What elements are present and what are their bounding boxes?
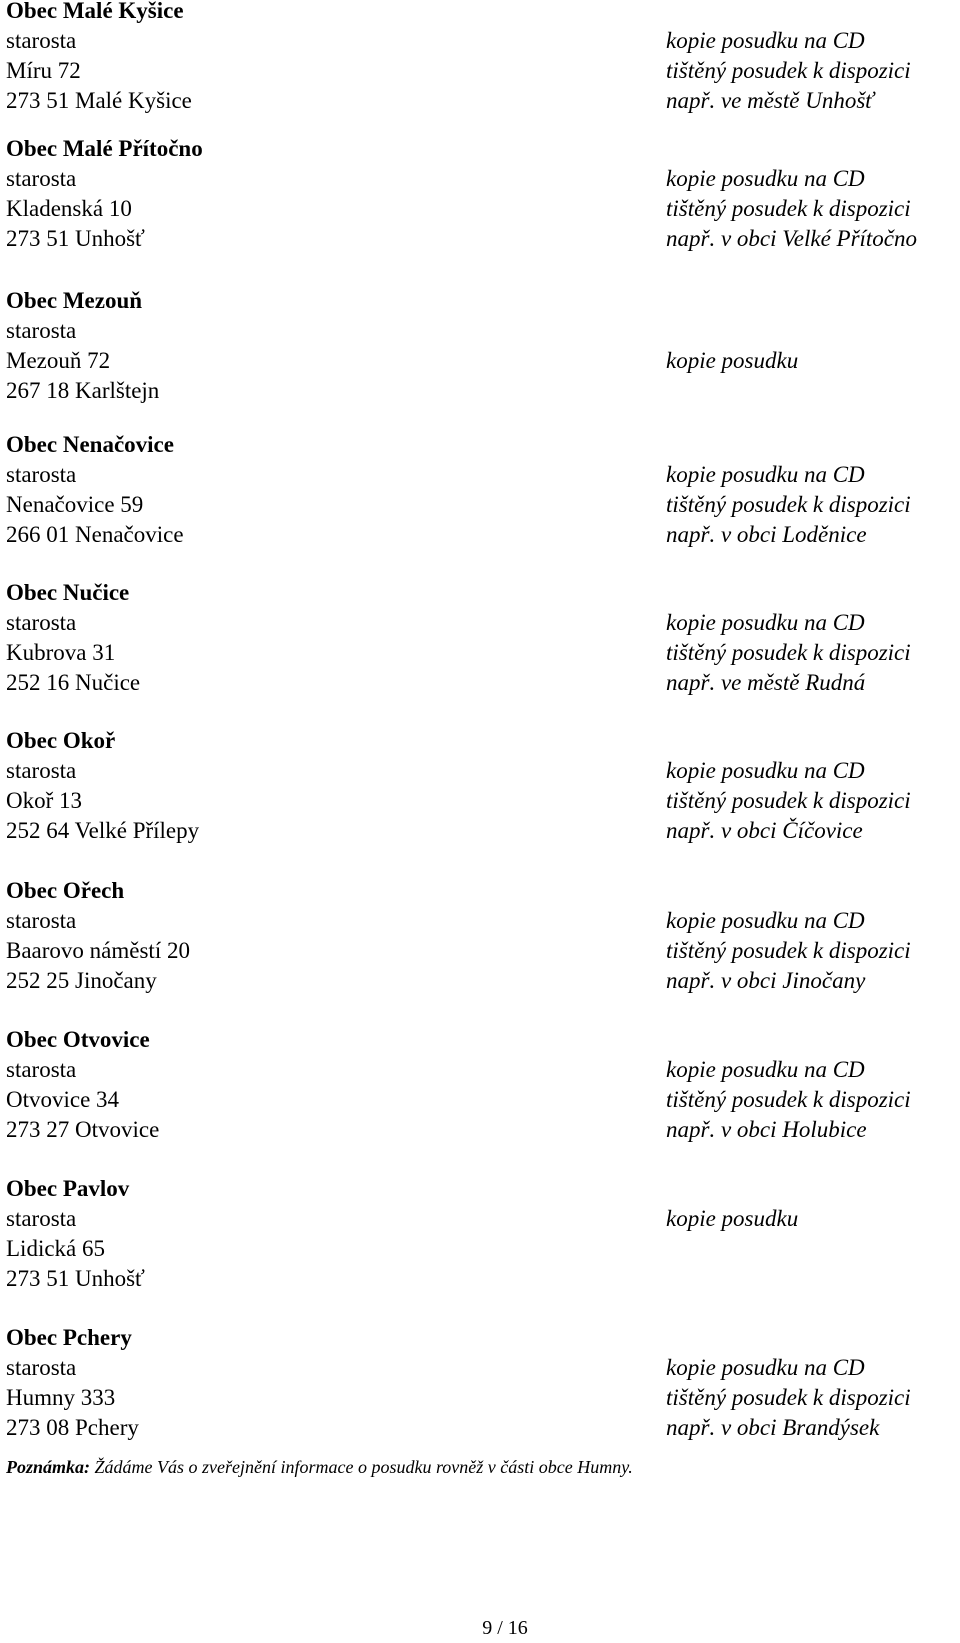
municipality-name: Obec Pchery [6,1325,132,1350]
entry-nenacovice [6,430,946,554]
address-block [6,726,606,846]
note-line: tištěný posudek k dispozici [666,788,911,813]
note-line: např. v obci Holubice [666,1117,867,1142]
street-address: Otvovice 34 [6,1087,120,1112]
note-line [666,316,956,346]
street-address: Nenačovice 59 [6,492,144,517]
note-line: tištěný posudek k dispozici [666,196,911,221]
addressee-role: starosta [6,166,77,191]
street-address: Kubrova 31 [6,640,116,665]
delivery-notes [666,756,956,846]
note-line: tištěný posudek k dispozici [666,640,911,665]
entry-pavlov [6,1174,946,1298]
municipality-name: Obec Nenačovice [6,432,174,457]
note-line [666,1264,956,1294]
note-line: např. v obci Jinočany [666,968,866,993]
note-line: kopie posudku [666,1206,799,1231]
postal-city: 252 16 Nučice [6,670,141,695]
street-address: Míru 72 [6,58,81,83]
note-line: tištěný posudek k dispozici [666,1087,911,1112]
note-line: kopie posudku na CD [666,462,865,487]
address-block [6,1025,606,1145]
street-address: Baarovo náměstí 20 [6,938,190,963]
note-line: např. ve městě Unhošť [666,88,874,113]
remark-label: Poznámka: [6,1457,91,1477]
note-line: např. v obci Brandýsek [666,1415,880,1440]
note-line: např. v obci Loděnice [666,522,867,547]
address-block [6,876,606,996]
note-line [666,376,956,406]
postal-city: 273 27 Otvovice [6,1117,160,1142]
note-line: např. v obci Číčovice [666,818,863,843]
entry-male-pritocno [6,134,946,258]
note-line: kopie posudku na CD [666,166,865,191]
addressee-role: starosta [6,908,77,933]
entry-nucice [6,578,946,702]
postal-city: 252 25 Jinočany [6,968,157,993]
municipality-name: Obec Okoř [6,728,116,753]
entry-male-kysice [6,0,946,120]
note-line: tištěný posudek k dispozici [666,938,911,963]
note-line: kopie posudku na CD [666,1057,865,1082]
street-address: Humny 333 [6,1385,116,1410]
postal-city: 267 18 Karlštejn [6,378,160,403]
delivery-notes [666,26,956,116]
municipality-name: Obec Malé Přítočno [6,136,203,161]
note-line: tištěný posudek k dispozici [666,492,911,517]
note-line: kopie posudku na CD [666,28,865,53]
delivery-notes [666,1353,956,1443]
address-block [6,1174,606,1294]
address-block [6,578,606,698]
delivery-notes [666,460,956,550]
delivery-notes [666,1204,956,1294]
addressee-role: starosta [6,28,77,53]
postal-city: 273 51 Unhošť [6,226,145,251]
note-line: např. v obci Velké Přítočno [666,226,918,251]
street-address: Kladenská 10 [6,196,132,221]
address-block [6,0,606,116]
note-line: kopie posudku na CD [666,908,865,933]
note-line: např. ve městě Rudná [666,670,866,695]
address-block [6,134,606,254]
street-address: Mezouň 72 [6,348,111,373]
note-line: kopie posudku na CD [666,1355,865,1380]
note-line [666,1234,956,1264]
addressee-role: starosta [6,462,77,487]
addressee-role: starosta [6,318,77,343]
municipality-name: Obec Mezouň [6,288,143,313]
municipality-name: Obec Pavlov [6,1176,130,1201]
entry-mezoun [6,286,946,410]
note-line: tištěný posudek k dispozici [666,1385,911,1410]
delivery-notes [666,164,956,254]
postal-city: 273 08 Pchery [6,1415,139,1440]
remark-text: Žádáme Vás o zveřejnění informace o posudku rovněž v části obce Humny. [90,1457,633,1477]
addressee-role: starosta [6,758,77,783]
street-address: Okoř 13 [6,788,83,813]
municipality-name: Obec Otvovice [6,1027,150,1052]
address-block [6,1323,606,1443]
entry-pchery [6,1323,946,1447]
addressee-role: starosta [6,1057,77,1082]
municipality-name: Obec Malé Kyšice [6,0,184,23]
entry-otvovice [6,1025,946,1149]
addressee-role: starosta [6,610,77,635]
municipality-name: Obec Nučice [6,580,130,605]
postal-city: 273 51 Malé Kyšice [6,88,192,113]
delivery-notes [666,1055,956,1145]
note-line: tištěný posudek k dispozici [666,58,911,83]
note-line: kopie posudku na CD [666,758,865,783]
note-line: kopie posudku [666,348,799,373]
delivery-notes [666,316,956,406]
addressee-role: starosta [6,1206,77,1231]
delivery-notes [666,608,956,698]
municipality-name: Obec Ořech [6,878,125,903]
addressee-role: starosta [6,1355,77,1380]
delivery-notes [666,906,956,996]
postal-city: 266 01 Nenačovice [6,522,184,547]
postal-city: 273 51 Unhošť [6,1266,145,1291]
remark-note [6,1456,633,1478]
entry-okor [6,726,946,850]
entry-orech [6,876,946,1000]
postal-city: 252 64 Velké Přílepy [6,818,200,843]
note-line: kopie posudku na CD [666,610,865,635]
street-address: Lidická 65 [6,1236,105,1261]
address-block [6,286,606,406]
address-block [6,430,606,550]
page-number: 9 / 16 [482,1617,528,1639]
